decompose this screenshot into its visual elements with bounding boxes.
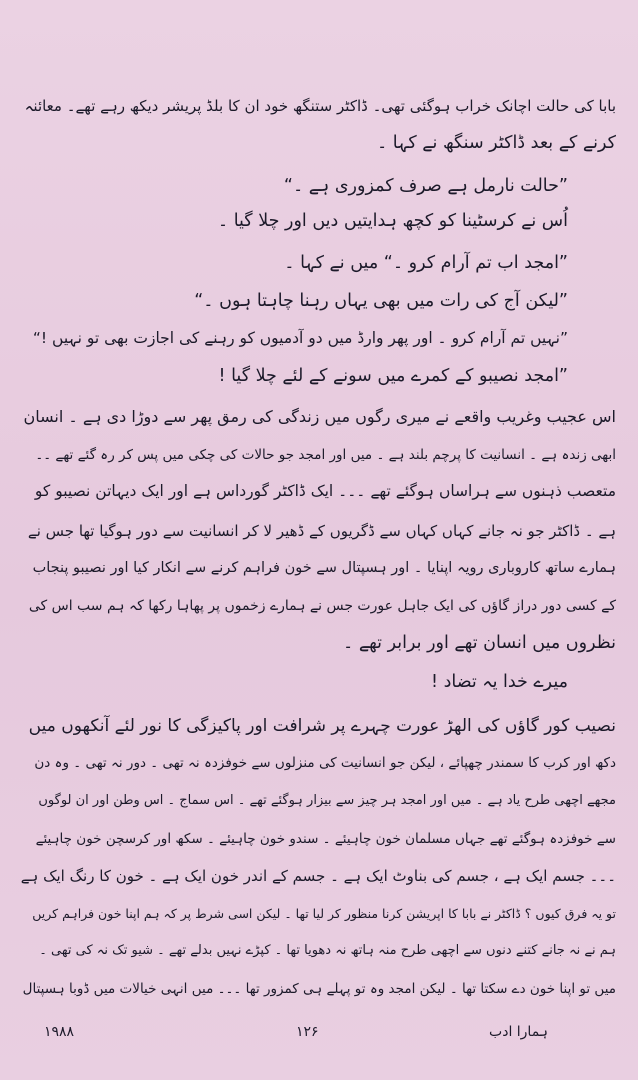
text-line: کرنے کے بعد ڈاکٹر سنگھ نے کہا ۔ [376, 133, 616, 153]
text-line: ہم نے نہ جانے کتنے دنوں سے اچھی طرح منہ ہاتھ نہ دھویا تھا ۔ کپڑے نہیں بدلے تھے ۔ شیو تک نہ کی تھی ۔ [39, 943, 616, 958]
text-line: بابا کی حالت اچانک خراب ہوگئی تھی۔ ڈاکٹر ستنگھ خود ان کا بلڈ پریشر دیکھ رہے تھے۔ معائنہ [24, 97, 616, 115]
text-line: ابھی زندہ ہے ۔ انسانیت کا پرچم بلند ہے ۔ میں اور امجد جو حالات کی چکی میں پس کر رہ گئے تھے ۔۔ [35, 447, 616, 463]
text-line: ”امجد نصیبو کے کمرے میں سونے کے لئے چلا گیا ! [218, 366, 568, 386]
text-line: ”نہیں تم آرام کرو ۔ اور پھر وارڈ میں دو آدمیوں کو رہنے کی اجازت بھی تو نہیں !“ [32, 329, 568, 347]
text-line: ۔۔۔ جسم ایک ہے ، جسم کی بناوٹ ایک ہے ۔ جسم کے اندر خون ایک ہے ۔ خون کا رنگ ایک ہے [20, 867, 616, 885]
text-line: نصیب کور گاؤں کی الھڑ عورت چہرے پر شرافت اور پاکیزگی کا نور لئے آنکھوں میں [28, 716, 616, 736]
text-line: میرے خدا یہ تضاد ! [431, 672, 568, 692]
text-line: کے کسی دور دراز گاؤں کی ایک جاہل عورت جس نے ہمارے زخموں پر پھاہا رکھا کہ ہم سب اس کی [28, 598, 616, 614]
text-line: سے خوفزدہ ہوگئے تھے جہاں مسلمان خون چاہیئے ۔ سندو خون چاہیئے ۔ سکھ اور کرسچن خون چاہیئے [35, 831, 616, 847]
text-line: اس عجیب وغریب واقعے نے میری رگوں میں زندگی کی رمق پھر سے دوڑا دی ہے ۔ انسان [23, 407, 616, 426]
text-line: دکھ اور کرب کا سمندر چھپائے ، لیکن جو انسانیت کی منزلوں سے خوفزدہ نہ تھی ۔ دور نہ تھی ۔ وہ دن [34, 755, 616, 771]
text-line: ہمارے ساتھ کاروباری رویہ اپنایا ۔ اور ہسپتال سے خون فراہم کرنے سے انکار کیا اور نصیبو پنجاب [32, 560, 616, 576]
text-line: مجھے اچھی طرح یاد ہے ۔ میں اور امجد ہر چیز سے بیزار ہوگئے تھے ۔ اس سماج ۔ اس وطن اور ان لوگوں [38, 793, 616, 808]
text-line: تو یہ فرق کیوں ؟ ڈاکٹر نے بابا کا اپریشن کرنا منظور کر لیا تھا ۔ لیکن اسی شرط پر کہ ہم اپنا خون فراہم کریں [32, 906, 616, 921]
text-line: ”لیکن آج کی رات میں بھی یہاں رہنا چاہتا ہوں ۔“ [194, 291, 568, 311]
text-line: اُس نے کرسٹینا کو کچھ ہدایتیں دیں اور چلا گیا ۔ [217, 211, 568, 231]
page-number: ۱۲۶ [296, 1024, 319, 1040]
text-line: ”امجد اب تم آرام کرو ۔“ میں نے کہا ۔ [284, 253, 568, 273]
text-line: ہے ۔ ڈاکٹر جو نہ جانے کہاں کہاں سے ڈگریوں کے ڈھیر لا کر انسانیت سے دور ہوگیا تھا جس نے [27, 522, 616, 540]
text-line: متعصب ذہنوں سے ہراساں ہوگئے تھے ۔۔۔ ایک ڈاکٹر گورداس ہے اور ایک دیہاتن نصیبو کو [34, 482, 616, 500]
footer-year: ۱۹۸۸ [44, 1024, 75, 1040]
text-line: ”حالت نارمل ہے صرف کمزوری ہے ۔“ [283, 176, 568, 196]
journal-name: ہمارا ادب [489, 1024, 548, 1040]
text-line: نظروں میں انسان تھے اور برابر تھے ۔ [343, 633, 616, 653]
text-line: میں تو اپنا خون دے سکتا تھا ۔ لیکن امجد وہ تو پہلے ہی کمزور تھا ۔۔۔ میں انہی خیالات میں ڈوبا ہسپتال [22, 981, 616, 997]
